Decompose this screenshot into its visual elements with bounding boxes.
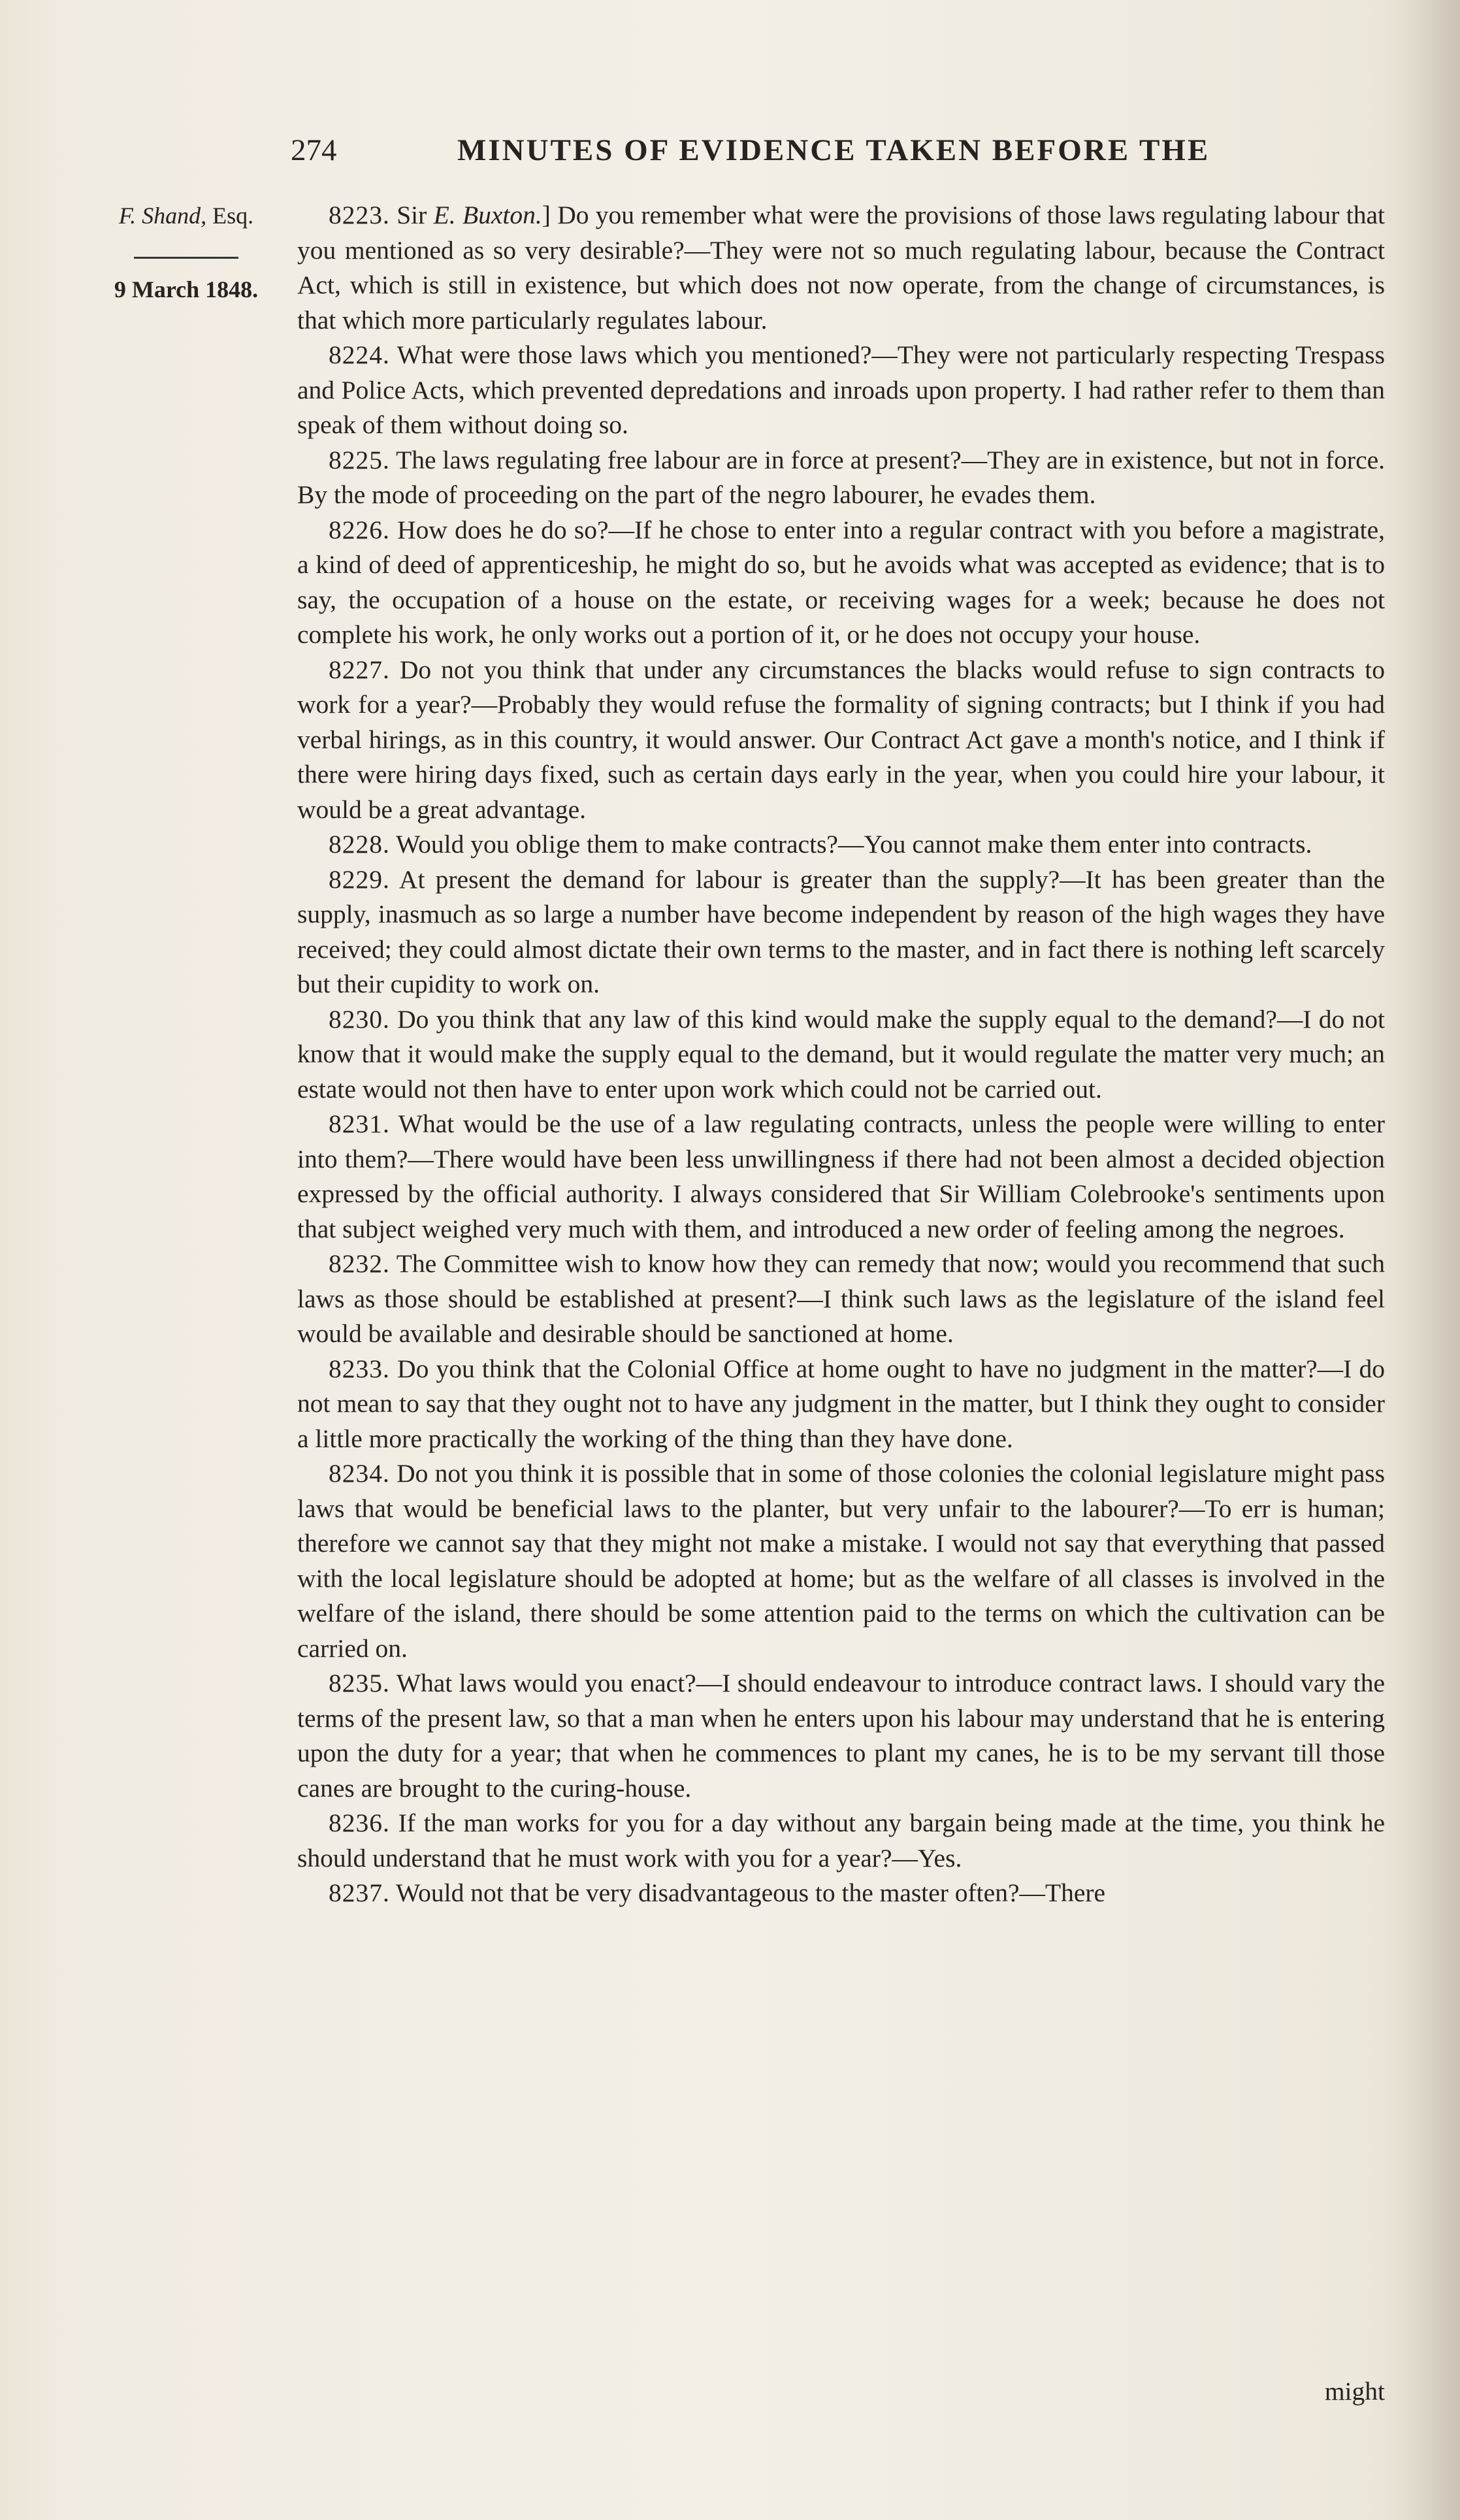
evidence-text xyxy=(297,198,1385,1911)
margin-note xyxy=(85,199,287,306)
question-paragraph xyxy=(297,862,1385,1002)
question-number: 8234. xyxy=(329,1459,390,1488)
question-text: Do not you think that under any circumstances the blacks would refuse to sign contracts to work for a year?—Probably they would refuse the formality of signing contracts; but I think if you had verbal hirings, as in this country, it would answer. Our Contract Act gave a month's notice, and I think if there were hiring days fixed, such as certain days early in the year, when you could hire your labour, it would be a great advantage. xyxy=(297,655,1385,824)
question-number: 8226. xyxy=(329,515,390,544)
question-paragraph xyxy=(297,513,1385,653)
question-number: 8224. xyxy=(329,340,390,369)
question-number: 8225. xyxy=(329,445,390,474)
speaker-prefix: Sir xyxy=(397,201,427,229)
question-paragraph xyxy=(297,1107,1385,1247)
witness-name xyxy=(85,199,287,232)
question-text: Do you think that the Colonial Office at home ought to have no judgment in the matter?—I do not mean to say that they ought not to have any judgment in the matter, but I think they ought to consider a little more practically the working of the thing than they have done. xyxy=(297,1354,1386,1453)
question-paragraph xyxy=(297,1247,1385,1352)
question-text: Do not you think it is possible that in some of those colonies the colonial legislature might pass laws that would be beneficial laws to the planter, but very unfair to the labourer?—To err is human; therefore we cannot say that they might not make a mistake. I would not say that everything that passed with the local legislature should be adopted at home; but as the welfare of all classes is involved in the welfare of the island, there should be some attention paid to the terms on which the cultivation can be carried on. xyxy=(297,1459,1385,1663)
question-number: 8236. xyxy=(329,1808,390,1837)
question-text: The laws regulating free labour are in force at present?—They are in existence, but not in force. By the mode of proceeding on the part of the negro labourer, he evades them. xyxy=(297,445,1386,509)
question-text: At present the demand for labour is greater than the supply?—It has been greater than the supply, inasmuch as so large a number have become independent by reason of the high wages they have received; they could almost dictate their own terms to the master, and in fact there is nothing left scarcely but their cupidity to work on. xyxy=(297,864,1385,998)
question-number: 8227. xyxy=(329,655,390,684)
question-paragraph xyxy=(297,1806,1385,1876)
speaker-name: E. Buxton. xyxy=(433,201,542,229)
hearing-date: 9 March 1848. xyxy=(114,276,259,303)
witness-suffix: Esq. xyxy=(212,203,254,229)
question-text: Do you think that any law of this kind would make the supply equal to the demand?—I do not know that it would make the supply equal to the demand, but it would regulate the matter very much; an estate would not then have to enter upon work which could not be carried out. xyxy=(297,1004,1386,1104)
question-text: ] Do you remember what were the provisions of those laws regulating labour that you mentioned as so very desirable?—They were not so much regulating labour, because the Contract Act, which is still in existence, but which does not now operate, from the change of circumstances, is that which more particularly regulates labour. xyxy=(297,201,1386,335)
question-text: What laws would you enact?—I should endeavour to introduce contract laws. I should vary the terms of the present law, so that a man when he enters upon his labour may understand that he is entering upon the duty for a year; that when he commences to plant my canes, he is to be my servant till those canes are brought to the curing-house. xyxy=(297,1669,1385,1803)
question-text: The Committee wish to know how they can remedy that now; would you recommend that such laws as those should be established at present?—I think such laws as the legislature of the island feel would be available and desirable should be sanctioned at home. xyxy=(297,1249,1385,1348)
question-text: How does he do so?—If he chose to enter into a regular contract with you before a magistrate, a kind of deed of apprenticeship, he might do so, but he avoids what was accepted as evidence; that is to say, the occupation of a house on the estate, or receiving wages for a week; because he does not complete his work, he only works out a portion of it, or he does not occupy your house. xyxy=(297,515,1385,649)
question-text: What were those laws which you mentioned?—They were not particularly respecting Trespass and Police Acts, which prevented depredations and inroads upon property. I had rather refer to them than speak of them without doing so. xyxy=(297,340,1385,439)
question-paragraph xyxy=(297,1876,1385,1911)
catchword: might xyxy=(1324,2377,1385,2406)
question-paragraph xyxy=(297,653,1385,828)
page-header xyxy=(291,124,1231,176)
question-paragraph xyxy=(297,198,1385,338)
question-number: 8228. xyxy=(329,830,390,859)
question-text: Would not that be very disadvantageous to the master often?—There xyxy=(396,1878,1106,1907)
witness-surname: F. Shand, xyxy=(118,203,207,229)
question-text: Would you oblige them to make contracts?—You cannot make them enter into contracts. xyxy=(396,830,1312,859)
question-paragraph xyxy=(297,1352,1385,1457)
question-number: 8231. xyxy=(329,1109,390,1138)
question-paragraph xyxy=(297,1002,1385,1107)
running-title: MINUTES OF EVIDENCE TAKEN BEFORE THE xyxy=(457,133,1210,167)
question-number: 8232. xyxy=(329,1249,390,1278)
question-paragraph xyxy=(297,1666,1385,1806)
question-number: 8237. xyxy=(329,1878,390,1907)
question-text: If the man works for you for a day without any bargain being made at the time, you think he should understand that he must work with you for a year?—Yes. xyxy=(297,1808,1386,1873)
question-number: 8233. xyxy=(329,1354,390,1383)
question-number: 8235. xyxy=(329,1669,390,1697)
question-paragraph xyxy=(297,827,1385,862)
question-number: 8230. xyxy=(329,1004,390,1034)
question-paragraph xyxy=(297,338,1385,443)
page-number: 274 xyxy=(291,133,337,167)
question-text: What would be the use of a law regulating contracts, unless the people were willing to enter into them?—There would have been less unwillingness if there had not been almost a decided objection expressed by the official authority. I always considered that Sir William Colebrooke's sentiments upon that subject weighed very much with them, and introduced a new order of feeling among the negroes. xyxy=(297,1109,1385,1243)
question-paragraph xyxy=(297,1456,1385,1666)
page-spine-shadow xyxy=(1401,0,1460,2520)
margin-divider xyxy=(134,257,238,259)
question-number: 8223. xyxy=(329,201,390,229)
question-number: 8229. xyxy=(329,864,390,894)
question-paragraph xyxy=(297,443,1385,513)
